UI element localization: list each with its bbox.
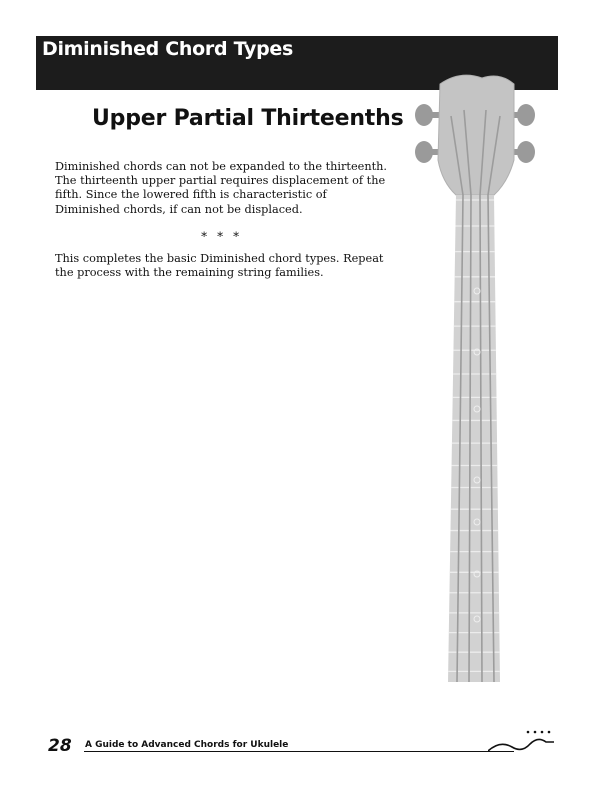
page-number: 28 (48, 736, 72, 756)
book-title: A Guide to Advanced Chords for Ukulele (85, 740, 289, 750)
ukulele-outline-icon (488, 726, 558, 756)
ukulele-neck-icon (410, 70, 540, 690)
footer-rule (84, 751, 514, 752)
asterism-separator: ∗ ∗ ∗ (200, 227, 243, 241)
paragraph-conclusion: This completes the basic Diminished chord types. Repeat the process with the remaining string families. (55, 252, 384, 280)
section-title: Diminished Chord Types (42, 38, 293, 60)
page-title: Upper Partial Thirteenths (92, 106, 404, 131)
paragraph-intro: Diminished chords can not be expanded to the thirteenth. The thirteenth upper partial requires displacement of the fifth. Since the lowered fifth is characteristic of Diminished chords, if can not be displaced. (55, 160, 388, 216)
